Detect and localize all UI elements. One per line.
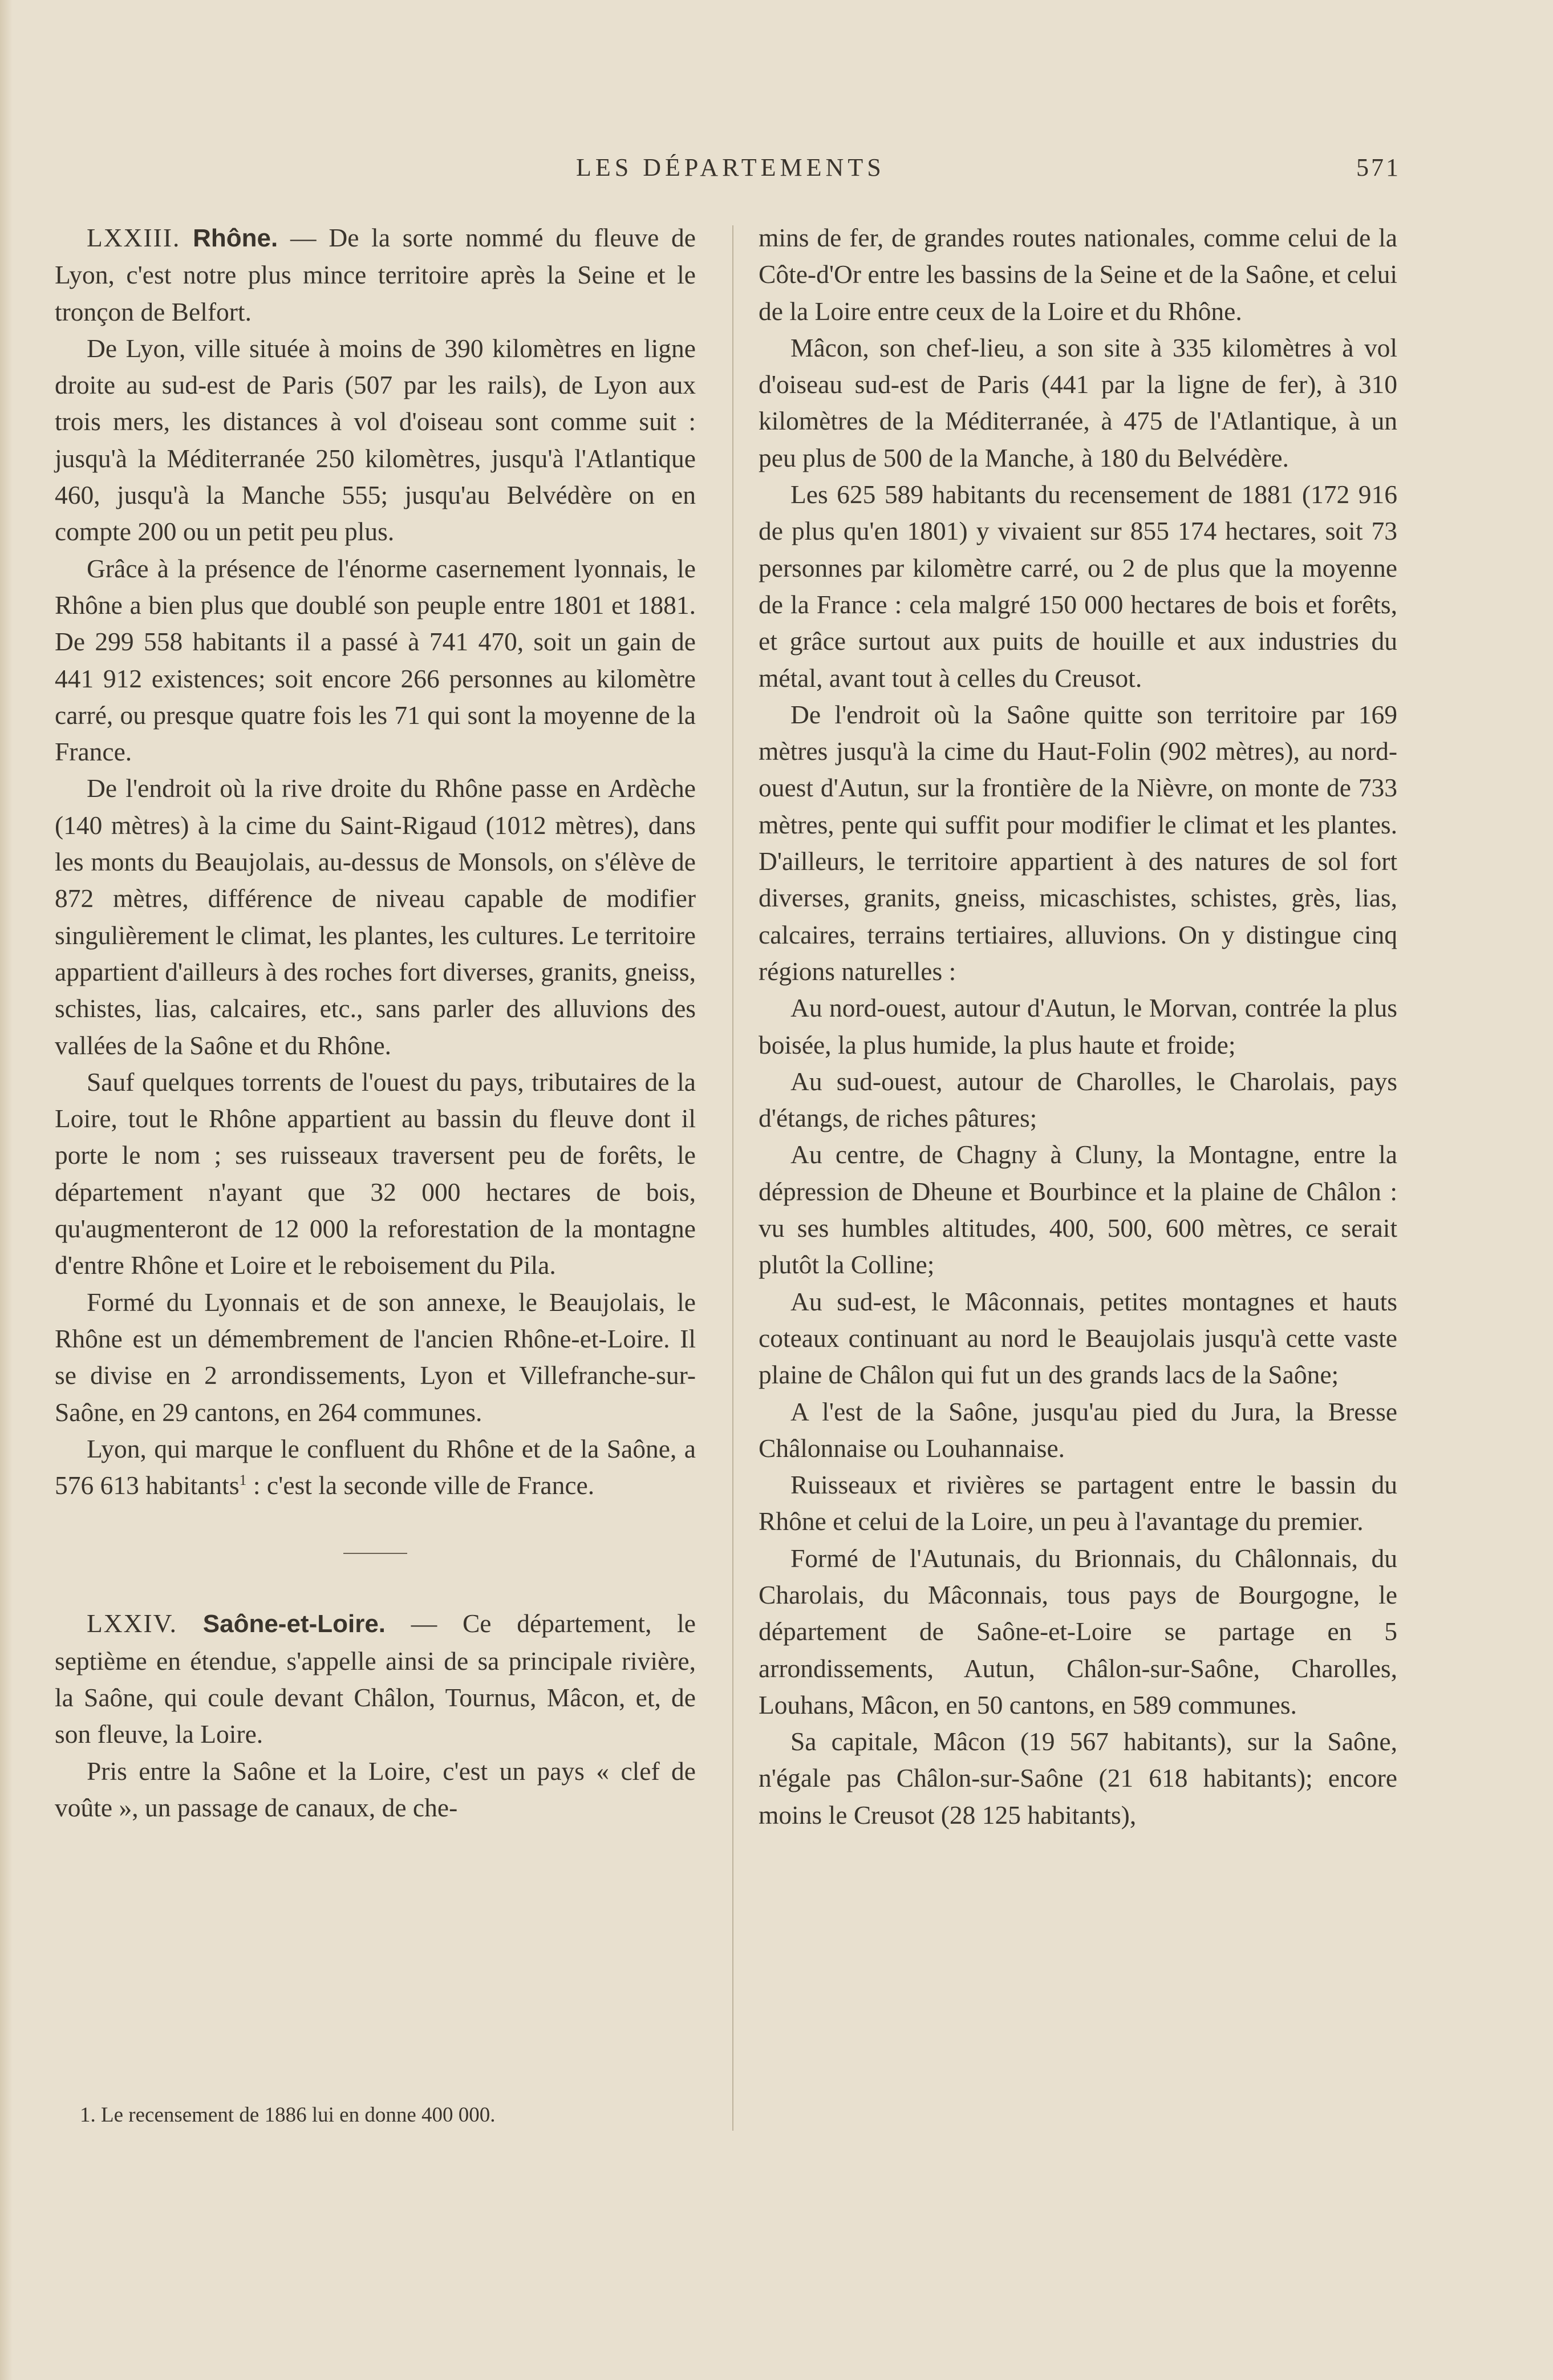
paragraph: De l'endroit où la Saône quitte son territoire par 169 mètres jusqu'à la cime du Haut-Folin (902 mètres), au nord-ouest d'Autun, sur la frontière de la Nièvre, on monte de 733 mètres, pente qui suffit pour modifier le climat et les plantes. D'ailleurs, le territoire appartient à des natures de sol fort diverses, granits, gneiss, micaschistes, schistes, grès, lias, calcaires, terrains tertiaires, alluvions. On y distingue cinq régions naturelles : xyxy=(759,699,1397,986)
paragraph xyxy=(55,1431,696,1504)
paragraph-text: — De la sorte nommé du fleuve de Lyon, c'est notre plus mince territoire après la Seine et le tronçon de Belfort. xyxy=(55,223,696,326)
paragraph: mins de fer, de grandes routes nationales, comme celui de la Côte-d'Or entre les bassins de la Seine et de la Saône, et celui de la Loire entre ceux de la Loire et du Rhône. xyxy=(759,223,1397,326)
paragraph-text: Lyon, qui marque le confluent du Rhône et de la Saône, a 576 613 habitants xyxy=(55,1434,696,1500)
section-divider xyxy=(343,1553,407,1554)
paragraph: Mâcon, son chef-lieu, a son site à 335 kilomètres à vol d'oiseau sud-est de Paris (441 par la ligne de fer), à 310 kilomètres de la Méditerranée, à 475 de l'Atlantique, à un peu plus de 500 de la Manche, à 180 du Belvédère. xyxy=(759,333,1397,472)
paragraph: Formé du Lyonnais et de son annexe, le Beaujolais, le Rhône est un démembrement de l'ancien Rhône-et-Loire. Il se divise en 2 arrondissements, Lyon et Villefranche-sur-Saône, en 29 cantons, en 264 communes. xyxy=(55,1287,696,1427)
left-column xyxy=(55,220,696,1826)
paragraph: Les 625 589 habitants du recensement de 1881 (172 916 de plus qu'en 1801) y vivaient sur 855 174 hectares, soit 73 personnes par kilomètre carré, ou 2 de plus que la moyenne de la France : cela malgré 150 000 hectares de bois et forêts, et grâce surtout aux puits de houille et aux industries du métal, avant tout à celles du Creusot. xyxy=(759,480,1397,693)
section-number: LXXIV. xyxy=(87,1609,178,1638)
section-title: Rhône. xyxy=(193,224,278,252)
paragraph: Au centre, de Chagny à Cluny, la Montagne, entre la dépression de Dheune et Bourbince et la plaine de Châlon : vu ses humbles altitudes, 400, 500, 600 mètres, ce serait plutôt la Colline; xyxy=(759,1140,1397,1280)
running-header: LES DÉPARTEMENTS xyxy=(576,153,885,181)
section-number: LXXIII. xyxy=(87,223,181,252)
paragraph-text: : c'est la seconde ville de France. xyxy=(246,1471,595,1500)
footnote-marker: 1 xyxy=(239,1471,247,1488)
page-number: 571 xyxy=(1356,153,1401,181)
footnote: 1. Le recensement de 1886 lui en donne 400 000. xyxy=(80,2103,496,2127)
page-edge xyxy=(0,0,13,2380)
paragraph: Au nord-ouest, autour d'Autun, le Morvan, contrée la plus boisée, la plus humide, la plus haute et froide; xyxy=(759,993,1397,1059)
paragraph-text: — Ce département, le septième en étendue, s'appelle ainsi de sa principale rivière, la Saône, qui coule devant Châlon, Tournus, Mâcon, et, de son fleuve, la Loire. xyxy=(55,1609,696,1749)
paragraph: Sauf quelques torrents de l'ouest du pays, tributaires de la Loire, tout le Rhône appartient au bassin du fleuve dont il porte le nom ; ses ruisseaux traversent peu de forêts, le département n'ayant que 32 000 hectares de bois, qu'augmenteront de 12 000 la reforestation de la montagne d'entre Rhône et Loire et le reboisement du Pila. xyxy=(55,1067,696,1280)
paragraph: A l'est de la Saône, jusqu'au pied du Jura, la Bresse Châlonnaise ou Louhannaise. xyxy=(759,1397,1397,1463)
section-rhone-intro xyxy=(55,220,696,330)
paragraph: Au sud-est, le Mâconnais, petites montagnes et hauts coteaux continuant au nord le Beaujolais jusqu'à cette vaste plaine de Châlon qui fut un des grands lacs de la Saône; xyxy=(759,1286,1397,1390)
paragraph: Formé de l'Autunais, du Brionnais, du Châlonnais, du Charolais, du Mâconnais, tous pays de Bourgogne, le département de Saône-et-Loire se partage en 5 arrondissements, Autun, Châlon-sur-Saône, Charolles, Louhans, Mâcon, en 50 cantons, en 589 communes. xyxy=(759,1543,1397,1719)
column-divider xyxy=(732,225,733,2131)
paragraph: Grâce à la présence de l'énorme casernement lyonnais, le Rhône a bien plus que doublé son peuple entre 1801 et 1881. De 299 558 habitants il a passé à 741 470, soit un gain de 441 912 existences; soit encore 266 personnes au kilomètre carré, ou presque quatre fois les 71 qui sont la moyenne de la France. xyxy=(55,553,696,767)
right-column xyxy=(759,220,1397,1833)
paragraph: Pris entre la Saône et la Loire, c'est un pays « clef de voûte », un passage de canaux, de che- xyxy=(55,1756,696,1822)
paragraph: De Lyon, ville située à moins de 390 kilomètres en ligne droite au sud-est de Paris (507 par les rails), de Lyon aux trois mers, les distances à vol d'oiseau sont comme suit : jusqu'à la Méditerranée 250 kilomètres, jusqu'à l'Atlantique 460, jusqu'à la Manche 555; jusqu'au Belvédère on en compte 200 ou un petit peu plus. xyxy=(55,333,696,547)
paragraph: De l'endroit où la rive droite du Rhône passe en Ardèche (140 mètres) à la cime du Saint-Rigaud (1012 mètres), dans les monts du Beaujolais, au-dessus de Monsols, on s'élève de 872 mètres, différence de niveau capable de modifier singulièrement le climat, les plantes, les cultures. Le territoire appartient d'ailleurs à des roches fort diverses, granits, gneiss, schistes, lias, calcaires, etc., sans parler des alluvions des vallées de la Saône et du Rhône. xyxy=(55,774,696,1060)
section-saone-intro xyxy=(55,1605,696,1752)
section-title: Saône-et-Loire. xyxy=(202,1610,386,1638)
paragraph: Ruisseaux et rivières se partagent entre le bassin du Rhône et celui de la Loire, un peu à l'avantage du premier. xyxy=(759,1470,1397,1536)
paragraph: Sa capitale, Mâcon (19 567 habitants), sur la Saône, n'égale pas Châlon-sur-Saône (21 618 habitants); encore moins le Creusot (28 125 habitants), xyxy=(759,1727,1397,1829)
paragraph: Au sud-ouest, autour de Charolles, le Charolais, pays d'étangs, de riches pâtures; xyxy=(759,1066,1397,1133)
